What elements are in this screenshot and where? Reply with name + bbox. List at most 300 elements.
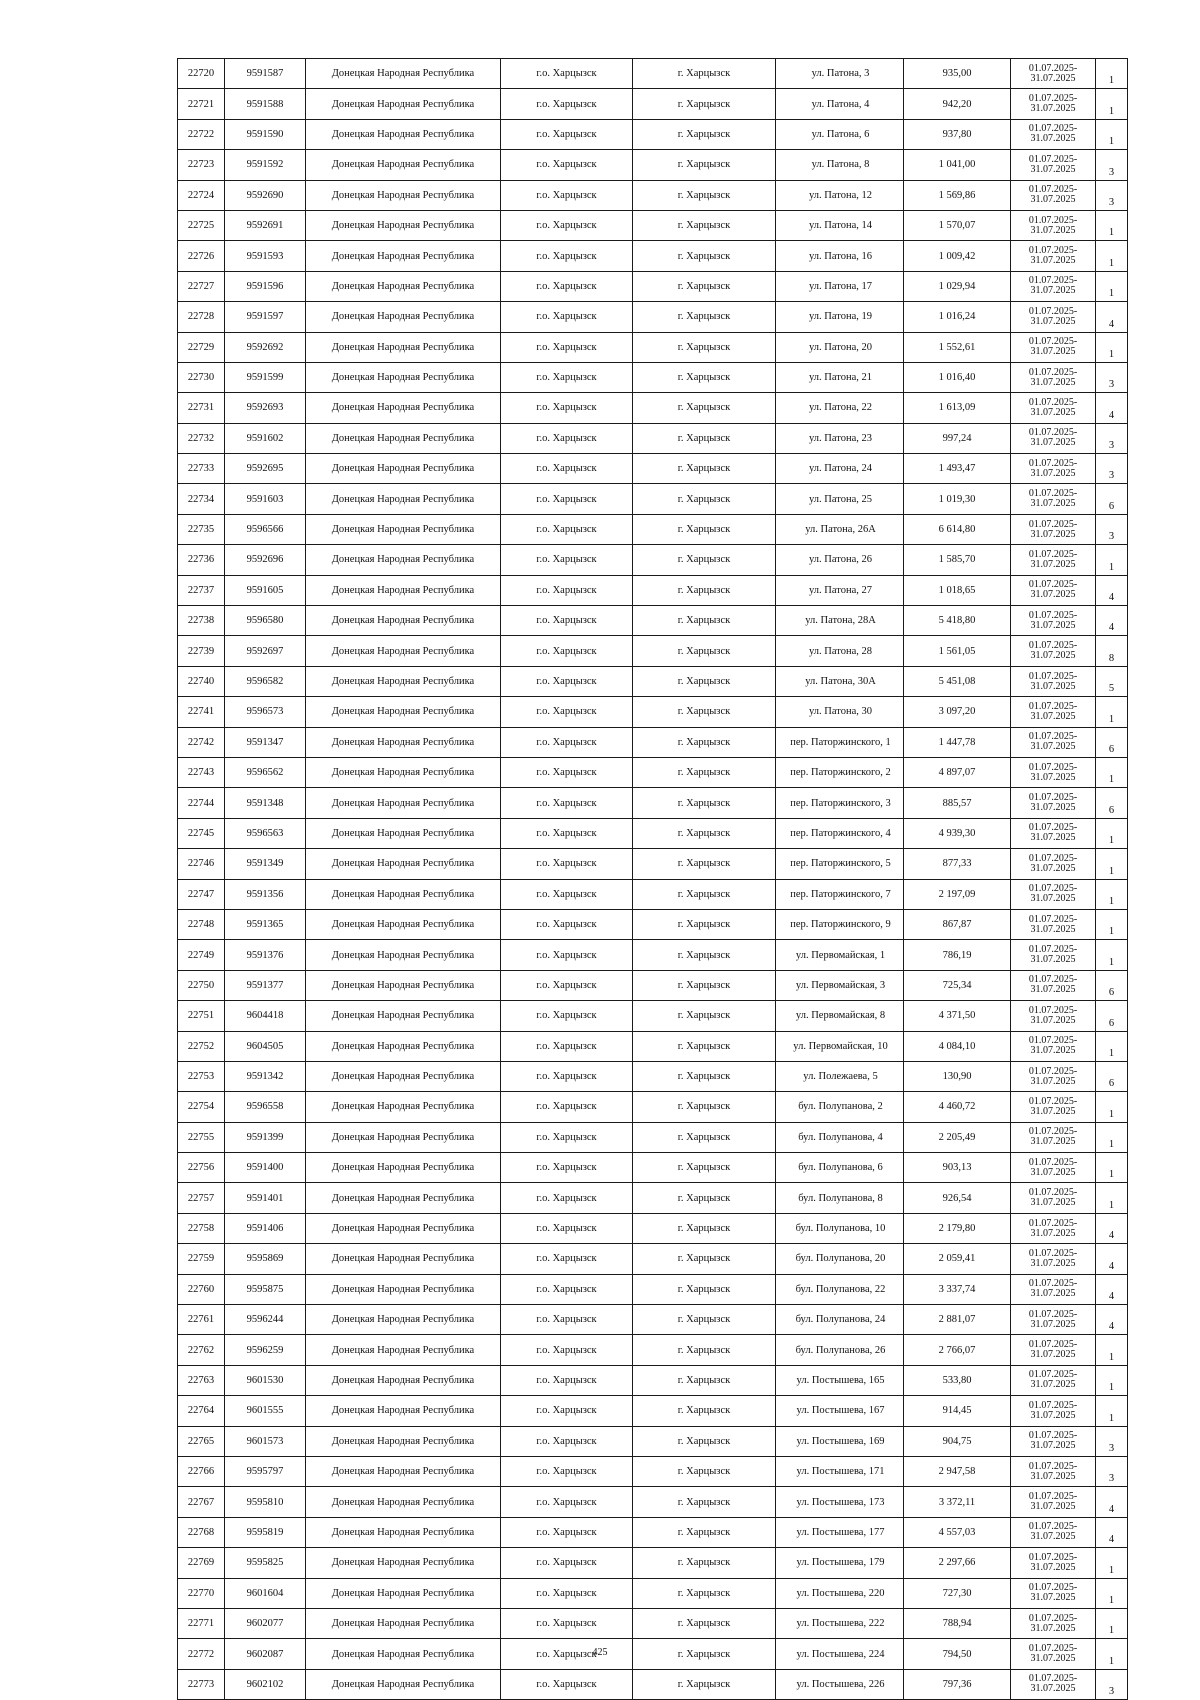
address-cell: ул. Постышева, 222 bbox=[776, 1608, 904, 1638]
address-cell: ул. Постышева, 169 bbox=[776, 1426, 904, 1456]
area-cell: 2 297,66 bbox=[904, 1548, 1011, 1578]
period-end: 31.07.2025 bbox=[1030, 650, 1076, 662]
count-cell: 1 bbox=[1096, 210, 1128, 240]
area-cell: 1 561,05 bbox=[904, 636, 1011, 666]
period-start: 01.07.2025- bbox=[1028, 609, 1078, 621]
count-cell: 6 bbox=[1096, 1001, 1128, 1031]
district-cell: г.о. Харцызск bbox=[501, 484, 633, 514]
object-code-cell: 9595825 bbox=[225, 1548, 306, 1578]
region-cell: Донецкая Народная Республика bbox=[306, 59, 501, 89]
table-row bbox=[178, 1305, 1128, 1335]
period-start: 01.07.2025- bbox=[1028, 1339, 1078, 1351]
region-cell: Донецкая Народная Республика bbox=[306, 484, 501, 514]
area-cell: 4 460,72 bbox=[904, 1092, 1011, 1122]
object-code-cell: 9591342 bbox=[225, 1061, 306, 1091]
period-start: 01.07.2025- bbox=[1028, 822, 1078, 834]
address-cell: ул. Патона, 27 bbox=[776, 575, 904, 605]
count-cell: 1 bbox=[1096, 1608, 1128, 1638]
object-code-cell: 9601555 bbox=[225, 1396, 306, 1426]
city-cell: г. Харцызск bbox=[633, 150, 776, 180]
district-cell: г.о. Харцызск bbox=[501, 1183, 633, 1213]
row-number-cell: 22721 bbox=[178, 89, 225, 119]
table-row bbox=[178, 423, 1128, 453]
address-cell: ул. Патона, 28 bbox=[776, 636, 904, 666]
object-code-cell: 9595869 bbox=[225, 1244, 306, 1274]
period-start: 01.07.2025- bbox=[1028, 883, 1078, 895]
region-cell: Донецкая Народная Республика bbox=[306, 1153, 501, 1183]
district-cell: г.о. Харцызск bbox=[501, 1426, 633, 1456]
table-row bbox=[178, 545, 1128, 575]
area-cell: 1 613,09 bbox=[904, 393, 1011, 423]
table-row bbox=[178, 1578, 1128, 1608]
object-code-cell: 9592693 bbox=[225, 393, 306, 423]
period-end: 31.07.2025 bbox=[1030, 802, 1076, 814]
area-cell: 4 557,03 bbox=[904, 1517, 1011, 1547]
region-cell: Донецкая Народная Республика bbox=[306, 849, 501, 879]
region-cell: Донецкая Народная Республика bbox=[306, 606, 501, 636]
district-cell: г.о. Харцызск bbox=[501, 302, 633, 332]
object-code-cell: 9591377 bbox=[225, 970, 306, 1000]
period-end: 31.07.2025 bbox=[1030, 1318, 1076, 1330]
area-cell: 914,45 bbox=[904, 1396, 1011, 1426]
object-code-cell: 9602102 bbox=[225, 1669, 306, 1699]
period-cell bbox=[1011, 1305, 1096, 1335]
row-number-cell: 22734 bbox=[178, 484, 225, 514]
row-number-cell: 22751 bbox=[178, 1001, 225, 1031]
row-number-cell: 22737 bbox=[178, 575, 225, 605]
period-end: 31.07.2025 bbox=[1030, 954, 1076, 966]
count-cell: 3 bbox=[1096, 454, 1128, 484]
count-cell: 1 bbox=[1096, 119, 1128, 149]
count-cell: 4 bbox=[1096, 606, 1128, 636]
period-end: 31.07.2025 bbox=[1030, 1683, 1076, 1695]
period-start: 01.07.2025- bbox=[1028, 275, 1078, 287]
city-cell: г. Харцызск bbox=[633, 362, 776, 392]
area-cell: 926,54 bbox=[904, 1183, 1011, 1213]
object-code-cell: 9591590 bbox=[225, 119, 306, 149]
row-number-cell: 22769 bbox=[178, 1548, 225, 1578]
address-cell: ул. Патона, 24 bbox=[776, 454, 904, 484]
period-cell bbox=[1011, 849, 1096, 879]
period-cell bbox=[1011, 909, 1096, 939]
area-cell: 1 018,65 bbox=[904, 575, 1011, 605]
area-cell: 904,75 bbox=[904, 1426, 1011, 1456]
object-code-cell: 9591588 bbox=[225, 89, 306, 119]
count-cell: 4 bbox=[1096, 1517, 1128, 1547]
period-start: 01.07.2025- bbox=[1028, 670, 1078, 682]
period-start: 01.07.2025- bbox=[1028, 184, 1078, 196]
district-cell: г.о. Харцызск bbox=[501, 271, 633, 301]
area-cell: 794,50 bbox=[904, 1639, 1011, 1669]
table-row bbox=[178, 849, 1128, 879]
row-number-cell: 22750 bbox=[178, 970, 225, 1000]
address-cell: ул. Патона, 26А bbox=[776, 514, 904, 544]
row-number-cell: 22757 bbox=[178, 1183, 225, 1213]
object-code-cell: 9591348 bbox=[225, 788, 306, 818]
row-number-cell: 22773 bbox=[178, 1669, 225, 1699]
row-number-cell: 22730 bbox=[178, 362, 225, 392]
address-cell: ул. Патона, 8 bbox=[776, 150, 904, 180]
period-end: 31.07.2025 bbox=[1030, 1501, 1076, 1513]
region-cell: Донецкая Народная Республика bbox=[306, 757, 501, 787]
row-number-cell: 22744 bbox=[178, 788, 225, 818]
period-start: 01.07.2025- bbox=[1028, 366, 1078, 378]
row-number-cell: 22738 bbox=[178, 606, 225, 636]
count-cell: 3 bbox=[1096, 1456, 1128, 1486]
period-end: 31.07.2025 bbox=[1030, 1227, 1076, 1239]
table-row bbox=[178, 879, 1128, 909]
object-code-cell: 9591596 bbox=[225, 271, 306, 301]
district-cell: г.о. Харцызск bbox=[501, 210, 633, 240]
city-cell: г. Харцызск bbox=[633, 271, 776, 301]
period-start: 01.07.2025- bbox=[1028, 1187, 1078, 1199]
district-cell: г.о. Харцызск bbox=[501, 393, 633, 423]
period-start: 01.07.2025- bbox=[1028, 1156, 1078, 1168]
area-cell: 903,13 bbox=[904, 1153, 1011, 1183]
object-code-cell: 9604505 bbox=[225, 1031, 306, 1061]
address-cell: ул. Патона, 22 bbox=[776, 393, 904, 423]
region-cell: Донецкая Народная Республика bbox=[306, 1001, 501, 1031]
count-cell: 1 bbox=[1096, 1396, 1128, 1426]
city-cell: г. Харцызск bbox=[633, 666, 776, 696]
area-cell: 877,33 bbox=[904, 849, 1011, 879]
object-code-cell: 9591356 bbox=[225, 879, 306, 909]
region-cell: Донецкая Народная Республика bbox=[306, 575, 501, 605]
count-cell: 4 bbox=[1096, 1244, 1128, 1274]
period-start: 01.07.2025- bbox=[1028, 518, 1078, 530]
district-cell: г.о. Харцызск bbox=[501, 545, 633, 575]
period-end: 31.07.2025 bbox=[1030, 741, 1076, 753]
row-number-cell: 22763 bbox=[178, 1365, 225, 1395]
period-cell bbox=[1011, 545, 1096, 575]
table-row bbox=[178, 1517, 1128, 1547]
address-cell: ул. Постышева, 179 bbox=[776, 1548, 904, 1578]
object-code-cell: 9591400 bbox=[225, 1153, 306, 1183]
city-cell: г. Харцызск bbox=[633, 1335, 776, 1365]
table-row bbox=[178, 727, 1128, 757]
area-cell: 1 029,94 bbox=[904, 271, 1011, 301]
region-cell: Донецкая Народная Республика bbox=[306, 1487, 501, 1517]
period-cell bbox=[1011, 1153, 1096, 1183]
table-row bbox=[178, 393, 1128, 423]
row-number-cell: 22766 bbox=[178, 1456, 225, 1486]
table-row bbox=[178, 818, 1128, 848]
region-cell: Донецкая Народная Республика bbox=[306, 393, 501, 423]
district-cell: г.о. Харцызск bbox=[501, 1244, 633, 1274]
period-end: 31.07.2025 bbox=[1030, 1622, 1076, 1634]
count-cell: 1 bbox=[1096, 59, 1128, 89]
address-cell: ул. Первомайская, 1 bbox=[776, 940, 904, 970]
row-number-cell: 22762 bbox=[178, 1335, 225, 1365]
period-start: 01.07.2025- bbox=[1028, 1369, 1078, 1381]
object-code-cell: 9595819 bbox=[225, 1517, 306, 1547]
object-code-cell: 9601604 bbox=[225, 1578, 306, 1608]
address-cell: ул. Патона, 3 bbox=[776, 59, 904, 89]
table-row bbox=[178, 484, 1128, 514]
period-cell bbox=[1011, 1517, 1096, 1547]
count-cell: 1 bbox=[1096, 271, 1128, 301]
table-row bbox=[178, 59, 1128, 89]
count-cell: 1 bbox=[1096, 1335, 1128, 1365]
table-row bbox=[178, 1335, 1128, 1365]
city-cell: г. Харцызск bbox=[633, 1274, 776, 1304]
district-cell: г.о. Харцызск bbox=[501, 119, 633, 149]
table-row bbox=[178, 1426, 1128, 1456]
object-code-cell: 9591365 bbox=[225, 909, 306, 939]
row-number-cell: 22761 bbox=[178, 1305, 225, 1335]
address-cell: ул. Патона, 12 bbox=[776, 180, 904, 210]
period-cell bbox=[1011, 302, 1096, 332]
period-end: 31.07.2025 bbox=[1030, 1105, 1076, 1117]
address-cell: ул. Постышева, 165 bbox=[776, 1365, 904, 1395]
region-cell: Донецкая Народная Республика bbox=[306, 909, 501, 939]
row-number-cell: 22764 bbox=[178, 1396, 225, 1426]
district-cell: г.о. Харцызск bbox=[501, 1578, 633, 1608]
period-end: 31.07.2025 bbox=[1030, 1075, 1076, 1087]
period-cell bbox=[1011, 454, 1096, 484]
period-end: 31.07.2025 bbox=[1030, 194, 1076, 206]
area-cell: 1 552,61 bbox=[904, 332, 1011, 362]
area-cell: 727,30 bbox=[904, 1578, 1011, 1608]
area-cell: 1 016,40 bbox=[904, 362, 1011, 392]
address-cell: ул. Патона, 16 bbox=[776, 241, 904, 271]
period-end: 31.07.2025 bbox=[1030, 163, 1076, 175]
address-cell: ул. Патона, 25 bbox=[776, 484, 904, 514]
period-start: 01.07.2025- bbox=[1028, 214, 1078, 226]
period-start: 01.07.2025- bbox=[1028, 1673, 1078, 1685]
row-number-cell: 22767 bbox=[178, 1487, 225, 1517]
row-number-cell: 22736 bbox=[178, 545, 225, 575]
row-number-cell: 22772 bbox=[178, 1639, 225, 1669]
city-cell: г. Харцызск bbox=[633, 970, 776, 1000]
period-start: 01.07.2025- bbox=[1028, 792, 1078, 804]
count-cell: 1 bbox=[1096, 1639, 1128, 1669]
object-code-cell: 9596244 bbox=[225, 1305, 306, 1335]
period-cell bbox=[1011, 1092, 1096, 1122]
period-end: 31.07.2025 bbox=[1030, 406, 1076, 418]
period-cell bbox=[1011, 1183, 1096, 1213]
city-cell: г. Харцызск bbox=[633, 727, 776, 757]
region-cell: Донецкая Народная Республика bbox=[306, 1396, 501, 1426]
region-cell: Донецкая Народная Республика bbox=[306, 514, 501, 544]
object-code-cell: 9596582 bbox=[225, 666, 306, 696]
region-cell: Донецкая Народная Республика bbox=[306, 818, 501, 848]
table-row bbox=[178, 666, 1128, 696]
region-cell: Донецкая Народная Республика bbox=[306, 1031, 501, 1061]
table-row bbox=[178, 1365, 1128, 1395]
city-cell: г. Харцызск bbox=[633, 1456, 776, 1486]
period-end: 31.07.2025 bbox=[1030, 72, 1076, 84]
address-cell: пер. Паторжинского, 5 bbox=[776, 849, 904, 879]
row-number-cell: 22742 bbox=[178, 727, 225, 757]
period-cell bbox=[1011, 1608, 1096, 1638]
area-cell: 797,36 bbox=[904, 1669, 1011, 1699]
object-code-cell: 9591587 bbox=[225, 59, 306, 89]
object-code-cell: 9591599 bbox=[225, 362, 306, 392]
period-cell bbox=[1011, 1487, 1096, 1517]
period-start: 01.07.2025- bbox=[1028, 336, 1078, 348]
count-cell: 6 bbox=[1096, 1061, 1128, 1091]
district-cell: г.о. Харцызск bbox=[501, 1548, 633, 1578]
region-cell: Донецкая Народная Республика bbox=[306, 940, 501, 970]
city-cell: г. Харцызск bbox=[633, 1001, 776, 1031]
table-row bbox=[178, 697, 1128, 727]
table-row bbox=[178, 1001, 1128, 1031]
row-number-cell: 22733 bbox=[178, 454, 225, 484]
city-cell: г. Харцызск bbox=[633, 1487, 776, 1517]
object-code-cell: 9596580 bbox=[225, 606, 306, 636]
district-cell: г.о. Харцызск bbox=[501, 788, 633, 818]
table-row bbox=[178, 1487, 1128, 1517]
region-cell: Донецкая Народная Республика bbox=[306, 1639, 501, 1669]
period-end: 31.07.2025 bbox=[1030, 133, 1076, 145]
address-cell: ул. Постышева, 220 bbox=[776, 1578, 904, 1608]
region-cell: Донецкая Народная Республика bbox=[306, 119, 501, 149]
period-start: 01.07.2025- bbox=[1028, 700, 1078, 712]
area-cell: 1 019,30 bbox=[904, 484, 1011, 514]
period-cell bbox=[1011, 514, 1096, 544]
area-cell: 4 084,10 bbox=[904, 1031, 1011, 1061]
period-end: 31.07.2025 bbox=[1030, 315, 1076, 327]
row-number-cell: 22728 bbox=[178, 302, 225, 332]
period-start: 01.07.2025- bbox=[1028, 944, 1078, 956]
table-row bbox=[178, 150, 1128, 180]
table-row bbox=[178, 210, 1128, 240]
table-row bbox=[178, 1608, 1128, 1638]
object-code-cell: 9592696 bbox=[225, 545, 306, 575]
area-cell: 1 009,42 bbox=[904, 241, 1011, 271]
row-number-cell: 22758 bbox=[178, 1213, 225, 1243]
object-code-cell: 9596563 bbox=[225, 818, 306, 848]
period-cell bbox=[1011, 241, 1096, 271]
table-row bbox=[178, 1031, 1128, 1061]
city-cell: г. Харцызск bbox=[633, 180, 776, 210]
object-code-cell: 9591597 bbox=[225, 302, 306, 332]
row-number-cell: 22754 bbox=[178, 1092, 225, 1122]
address-cell: ул. Постышева, 171 bbox=[776, 1456, 904, 1486]
district-cell: г.о. Харцызск bbox=[501, 1092, 633, 1122]
period-end: 31.07.2025 bbox=[1030, 467, 1076, 479]
city-cell: г. Харцызск bbox=[633, 1608, 776, 1638]
count-cell: 1 bbox=[1096, 697, 1128, 727]
period-end: 31.07.2025 bbox=[1030, 1136, 1076, 1148]
table-row bbox=[178, 332, 1128, 362]
city-cell: г. Харцызск bbox=[633, 454, 776, 484]
count-cell: 4 bbox=[1096, 1487, 1128, 1517]
count-cell: 4 bbox=[1096, 1305, 1128, 1335]
address-cell: ул. Патона, 19 bbox=[776, 302, 904, 332]
object-code-cell: 9596558 bbox=[225, 1092, 306, 1122]
area-cell: 4 371,50 bbox=[904, 1001, 1011, 1031]
table-row bbox=[178, 909, 1128, 939]
page-number: 425 bbox=[592, 1647, 608, 1658]
district-cell: г.о. Харцызск bbox=[501, 150, 633, 180]
period-start: 01.07.2025- bbox=[1028, 974, 1078, 986]
district-cell: г.о. Харцызск bbox=[501, 849, 633, 879]
row-number-cell: 22749 bbox=[178, 940, 225, 970]
city-cell: г. Харцызск bbox=[633, 393, 776, 423]
region-cell: Донецкая Народная Республика bbox=[306, 1608, 501, 1638]
period-start: 01.07.2025- bbox=[1028, 640, 1078, 652]
district-cell: г.о. Харцызск bbox=[501, 818, 633, 848]
period-cell bbox=[1011, 332, 1096, 362]
object-code-cell: 9601573 bbox=[225, 1426, 306, 1456]
area-cell: 2 881,07 bbox=[904, 1305, 1011, 1335]
period-end: 31.07.2025 bbox=[1030, 1470, 1076, 1482]
period-end: 31.07.2025 bbox=[1030, 1531, 1076, 1543]
region-cell: Донецкая Народная Республика bbox=[306, 1244, 501, 1274]
count-cell: 1 bbox=[1096, 1092, 1128, 1122]
row-number-cell: 22760 bbox=[178, 1274, 225, 1304]
object-code-cell: 9591593 bbox=[225, 241, 306, 271]
district-cell: г.о. Харцызск bbox=[501, 970, 633, 1000]
address-cell: ул. Первомайская, 3 bbox=[776, 970, 904, 1000]
table-row bbox=[178, 1244, 1128, 1274]
period-cell bbox=[1011, 423, 1096, 453]
address-cell: бул. Полупанова, 6 bbox=[776, 1153, 904, 1183]
address-cell: ул. Патона, 14 bbox=[776, 210, 904, 240]
city-cell: г. Харцызск bbox=[633, 514, 776, 544]
city-cell: г. Харцызск bbox=[633, 545, 776, 575]
period-start: 01.07.2025- bbox=[1028, 1399, 1078, 1411]
district-cell: г.о. Харцызск bbox=[501, 636, 633, 666]
area-cell: 1 493,47 bbox=[904, 454, 1011, 484]
period-start: 01.07.2025- bbox=[1028, 1551, 1078, 1563]
count-cell: 6 bbox=[1096, 970, 1128, 1000]
address-cell: бул. Полупанова, 20 bbox=[776, 1244, 904, 1274]
period-cell bbox=[1011, 1031, 1096, 1061]
period-cell bbox=[1011, 1456, 1096, 1486]
period-start: 01.07.2025- bbox=[1028, 396, 1078, 408]
period-start: 01.07.2025- bbox=[1028, 153, 1078, 165]
row-number-cell: 22743 bbox=[178, 757, 225, 787]
count-cell: 1 bbox=[1096, 818, 1128, 848]
city-cell: г. Харцызск bbox=[633, 575, 776, 605]
table-row bbox=[178, 940, 1128, 970]
row-number-cell: 22740 bbox=[178, 666, 225, 696]
period-start: 01.07.2025- bbox=[1028, 245, 1078, 257]
city-cell: г. Харцызск bbox=[633, 1305, 776, 1335]
period-cell bbox=[1011, 119, 1096, 149]
period-end: 31.07.2025 bbox=[1030, 255, 1076, 267]
table-row bbox=[178, 119, 1128, 149]
period-cell bbox=[1011, 1365, 1096, 1395]
row-number-cell: 22722 bbox=[178, 119, 225, 149]
object-code-cell: 9591401 bbox=[225, 1183, 306, 1213]
region-cell: Донецкая Народная Республика bbox=[306, 1578, 501, 1608]
table-row bbox=[178, 1122, 1128, 1152]
region-cell: Донецкая Народная Республика bbox=[306, 271, 501, 301]
count-cell: 1 bbox=[1096, 1578, 1128, 1608]
period-start: 01.07.2025- bbox=[1028, 1004, 1078, 1016]
object-code-cell: 9592695 bbox=[225, 454, 306, 484]
city-cell: г. Харцызск bbox=[633, 697, 776, 727]
period-cell bbox=[1011, 788, 1096, 818]
table-row bbox=[178, 1548, 1128, 1578]
district-cell: г.о. Харцызск bbox=[501, 1669, 633, 1699]
row-number-cell: 22732 bbox=[178, 423, 225, 453]
district-cell: г.о. Харцызск bbox=[501, 362, 633, 392]
district-cell: г.о. Харцызск bbox=[501, 697, 633, 727]
area-cell: 1 041,00 bbox=[904, 150, 1011, 180]
district-cell: г.о. Харцызск bbox=[501, 1517, 633, 1547]
table-row bbox=[178, 362, 1128, 392]
count-cell: 4 bbox=[1096, 1213, 1128, 1243]
region-cell: Донецкая Народная Республика bbox=[306, 1517, 501, 1547]
period-start: 01.07.2025- bbox=[1028, 1065, 1078, 1077]
row-number-cell: 22753 bbox=[178, 1061, 225, 1091]
table-row bbox=[178, 1183, 1128, 1213]
